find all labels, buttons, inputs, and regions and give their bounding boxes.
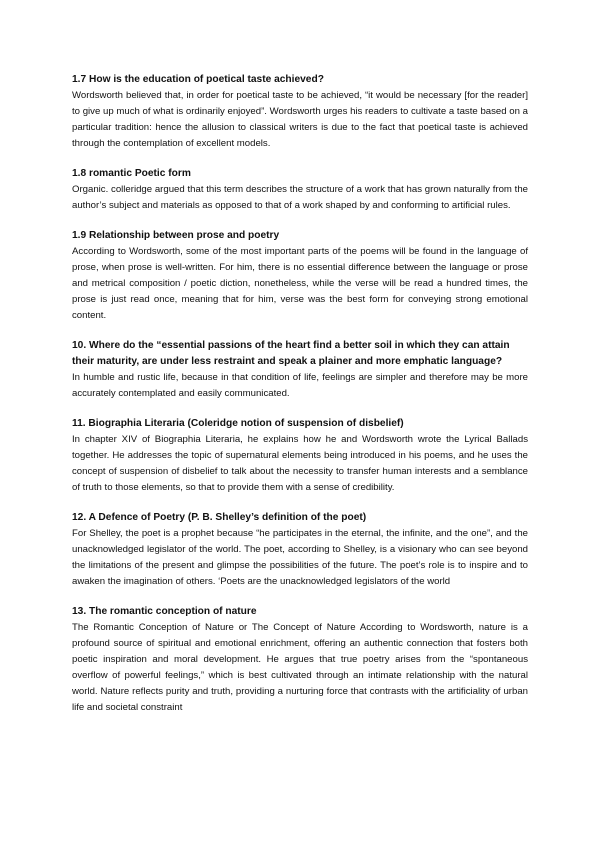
section-body: Organic. colleridge argued that this term describes the structure of a work that has grown naturally from the author’s subject and materials as opposed to that of a work shaped by and conforming to artificial rules. [72, 184, 528, 211]
section-heading: 1.8 romantic Poetic form [72, 168, 191, 179]
section-1-8 [72, 166, 528, 214]
section-heading: 1.9 Relationship between prose and poetry [72, 230, 280, 241]
section-1-9 [72, 228, 528, 324]
section-heading: 11. Biographia Literaria (Coleridge notion of suspension of disbelief) [72, 418, 404, 429]
section-12 [72, 510, 528, 590]
section-body: The Romantic Conception of Nature or The Concept of Nature According to Wordsworth, nature is a profound source of spiritual and emotional enrichment, offering an authentic connection that fosters both poetic inspiration and moral development. He argues that true poetry arises from the “spontaneous overflow of powerful feelings,” which is best cultivated through an intimate relationship with the natural world. Nature reflects purity and truth, providing a nurturing force that contrasts with the artificiality of urban life and societal constraint [72, 622, 528, 713]
section-heading: 1.7 How is the education of poetical taste achieved? [72, 74, 324, 85]
section-body: Wordsworth believed that, in order for poetical taste to be achieved, “it would be necessary [for the reader] to give up much of what is ordinarily enjoyed”. Wordsworth urges his readers to cultivate a taste based on a particular tradition: hence the allusion to classical writers is due to the fact that poetical taste is achieved through the contemplation of excellent models. [72, 90, 528, 149]
section-heading: 12. A Defence of Poetry (P. B. Shelley’s definition of the poet) [72, 512, 367, 523]
section-heading: 10. Where do the “essential passions of the heart find a better soil in which they can attain their maturity, are under less restraint and speak a plainer and more emphatic language? [72, 340, 510, 367]
section-body: For Shelley, the poet is a prophet because “he participates in the eternal, the infinite, and the one”, and the unacknowledged legislator of the world. The poet, according to Shelley, is a visionary who can see beyond the limitations of the present and glimpse the possibilities of the future. The poet’s role is to inspire and to awaken the imagination of others. ‘Poets are the unacknowledged legislators of the world [72, 528, 528, 587]
section-1-7 [72, 72, 528, 152]
section-13 [72, 604, 528, 716]
section-10 [72, 338, 528, 402]
section-heading: 13. The romantic conception of nature [72, 606, 257, 617]
section-body: In chapter XIV of Biographia Literaria, he explains how he and Wordsworth wrote the Lyrical Ballads together. He addresses the topic of supernatural elements being introduced in his poems, and he uses the concept of suspension of disbelief to talk about the necessity to transfer human interests and a semblance of truth to those elements, so that to provide them with a sense of credibility. [72, 434, 528, 493]
section-body: According to Wordsworth, some of the most important parts of the poems will be found in the language of prose, when prose is well-written. For him, there is no essential difference between the language or prose and metrical composition / poetic diction, nonetheless, while the verse will be read a hundred times, the prose is just read once, meaning that for him, verse was the best form for conveying strong emotional content. [72, 246, 528, 321]
section-11 [72, 416, 528, 496]
section-body: In humble and rustic life, because in that condition of life, feelings are simpler and therefore may be more accurately contemplated and easily communicated. [72, 372, 528, 399]
